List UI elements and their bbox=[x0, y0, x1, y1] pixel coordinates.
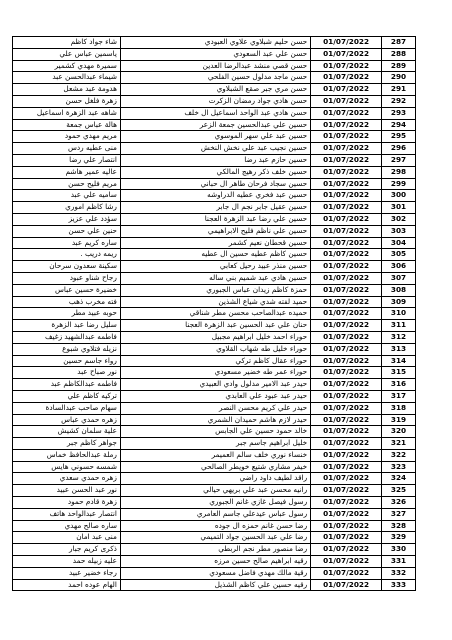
table-row bbox=[13, 60, 416, 72]
date-cell: 01/07/2022 bbox=[311, 367, 382, 379]
full-name-cell: حميد لفته شدي شياع الشذين bbox=[120, 296, 310, 308]
table-row bbox=[13, 379, 416, 391]
date-cell: 01/07/2022 bbox=[311, 249, 382, 261]
relative-name-cell: زهره حمدي سعدي bbox=[13, 473, 121, 485]
row-number-cell: 321 bbox=[382, 438, 416, 450]
full-name-cell: حنان علي عبد الحسين عبد الزهرة العجنا bbox=[120, 320, 310, 332]
relative-name-cell: عليه زبيله حمد bbox=[13, 556, 121, 568]
table-row bbox=[13, 508, 416, 520]
full-name-cell: حسين هادي عبد شميم بني ساله bbox=[120, 272, 310, 284]
table-row bbox=[13, 461, 416, 473]
table-row bbox=[13, 532, 416, 544]
table-row bbox=[13, 556, 416, 568]
table-row bbox=[13, 213, 416, 225]
table-row bbox=[13, 84, 416, 96]
row-number-cell: 314 bbox=[382, 355, 416, 367]
row-number-cell: 307 bbox=[382, 272, 416, 284]
row-number-cell: 316 bbox=[382, 379, 416, 391]
table-row bbox=[13, 320, 416, 332]
row-number-cell: 306 bbox=[382, 261, 416, 273]
row-number-cell: 297 bbox=[382, 154, 416, 166]
date-cell: 01/07/2022 bbox=[311, 166, 382, 178]
row-number-cell: 299 bbox=[382, 178, 416, 190]
row-number-cell: 312 bbox=[382, 331, 416, 343]
full-name-cell: حيدر عبد عبود علي العابدي bbox=[120, 390, 310, 402]
table-row bbox=[13, 296, 416, 308]
relative-name-cell: سليل رضا عبد الزهرة bbox=[13, 320, 121, 332]
date-cell: 01/07/2022 bbox=[311, 60, 382, 72]
relative-name-cell: شيماء عبدالحسن عبد bbox=[13, 72, 121, 84]
table-row bbox=[13, 261, 416, 273]
full-name-cell: حسين حازم عبد رضا bbox=[120, 154, 310, 166]
table-row bbox=[13, 355, 416, 367]
row-number-cell: 296 bbox=[382, 143, 416, 155]
relative-name-cell: الهام عوده احمد bbox=[13, 579, 121, 591]
full-name-cell: حسين علي رضا عبد الزهرة العجنا bbox=[120, 213, 310, 225]
date-cell: 01/07/2022 bbox=[311, 449, 382, 461]
row-number-cell: 326 bbox=[382, 497, 416, 509]
date-cell: 01/07/2022 bbox=[311, 379, 382, 391]
full-name-cell: رضا علي عبد الحسين جواد التميمي bbox=[120, 532, 310, 544]
full-name-cell: حيدر عبد الامير مدلول وادي العبيدي bbox=[120, 379, 310, 391]
relative-name-cell: هدومة عبد مشعل bbox=[13, 84, 121, 96]
table-row bbox=[13, 95, 416, 107]
relative-name-cell: سهام صاحب عبدالسادة bbox=[13, 402, 121, 414]
relative-name-cell: ساره صالح مهدي bbox=[13, 520, 121, 532]
date-cell: 01/07/2022 bbox=[311, 331, 382, 343]
table-row bbox=[13, 579, 416, 591]
date-cell: 01/07/2022 bbox=[311, 461, 382, 473]
full-name-cell: حوراء عمر طه خضير مسعودي bbox=[120, 367, 310, 379]
table-row bbox=[13, 166, 416, 178]
roster-table-body bbox=[13, 37, 416, 591]
full-name-cell: رضا منصور مطر نجم الربطي bbox=[120, 544, 310, 556]
row-number-cell: 319 bbox=[382, 414, 416, 426]
date-cell: 01/07/2022 bbox=[311, 296, 382, 308]
row-number-cell: 303 bbox=[382, 225, 416, 237]
row-number-cell: 317 bbox=[382, 390, 416, 402]
full-name-cell: حوراء خليل طه شهاب القلاوي bbox=[120, 343, 310, 355]
row-number-cell: 305 bbox=[382, 249, 416, 261]
date-cell: 01/07/2022 bbox=[311, 154, 382, 166]
row-number-cell: 328 bbox=[382, 520, 416, 532]
table-row bbox=[13, 48, 416, 60]
relative-name-cell: تركيه كاظم علي bbox=[13, 390, 121, 402]
full-name-cell: حمزة كاظم زيدان عباس الجبوري bbox=[120, 284, 310, 296]
table-row bbox=[13, 343, 416, 355]
row-number-cell: 300 bbox=[382, 190, 416, 202]
row-number-cell: 289 bbox=[382, 60, 416, 72]
full-name-cell: حسين سجاد فرحان طاهر ال حباني bbox=[120, 178, 310, 190]
date-cell: 01/07/2022 bbox=[311, 284, 382, 296]
full-name-cell: حسن مري جبر صقع الشبلاوي bbox=[120, 84, 310, 96]
row-number-cell: 325 bbox=[382, 485, 416, 497]
full-name-cell: رسول عباس عيدعلي جاسم العامري bbox=[120, 508, 310, 520]
row-number-cell: 330 bbox=[382, 544, 416, 556]
row-number-cell: 295 bbox=[382, 131, 416, 143]
relative-name-cell: ذكرى كريم جبار bbox=[13, 544, 121, 556]
relative-name-cell: حنين علي حسن bbox=[13, 225, 121, 237]
relative-name-cell: جواهر كاظم جبر bbox=[13, 438, 121, 450]
relative-name-cell: رجاح شناو عبود bbox=[13, 272, 121, 284]
table-row bbox=[13, 402, 416, 414]
date-cell: 01/07/2022 bbox=[311, 272, 382, 284]
date-cell: 01/07/2022 bbox=[311, 37, 382, 49]
relative-name-cell: فاطمه عبدالشهيد زغيف bbox=[13, 331, 121, 343]
table-row bbox=[13, 119, 416, 131]
roster-table bbox=[12, 36, 416, 591]
date-cell: 01/07/2022 bbox=[311, 95, 382, 107]
date-cell: 01/07/2022 bbox=[311, 532, 382, 544]
table-row bbox=[13, 449, 416, 461]
table-row bbox=[13, 178, 416, 190]
relative-name-cell: نور صباح عبد bbox=[13, 367, 121, 379]
date-cell: 01/07/2022 bbox=[311, 308, 382, 320]
relative-name-cell: سؤدد علي عزيز bbox=[13, 213, 121, 225]
full-name-cell: حميده عبدالصاحب محسن مطر شناقي bbox=[120, 308, 310, 320]
relative-name-cell: زهره حمدي عباس bbox=[13, 414, 121, 426]
table-row bbox=[13, 190, 416, 202]
date-cell: 01/07/2022 bbox=[311, 567, 382, 579]
date-cell: 01/07/2022 bbox=[311, 237, 382, 249]
full-name-cell: رسول فيصل غازي غانم الجبوري bbox=[120, 497, 310, 509]
date-cell: 01/07/2022 bbox=[311, 414, 382, 426]
full-name-cell: حيدر لازم هاشم حميدان الشمري bbox=[120, 414, 310, 426]
row-number-cell: 324 bbox=[382, 473, 416, 485]
full-name-cell: حيدر علي كريم محسن النصر bbox=[120, 402, 310, 414]
row-number-cell: 291 bbox=[382, 84, 416, 96]
relative-name-cell: فاطمه عبدالكاظم عبد bbox=[13, 379, 121, 391]
row-number-cell: 288 bbox=[382, 48, 416, 60]
date-cell: 01/07/2022 bbox=[311, 131, 382, 143]
table-row bbox=[13, 485, 416, 497]
date-cell: 01/07/2022 bbox=[311, 343, 382, 355]
full-name-cell: حسن حليم شبلاوي علاوي العبودي bbox=[120, 37, 310, 49]
relative-name-cell: علية سلمان كشيش bbox=[13, 426, 121, 438]
row-number-cell: 309 bbox=[382, 296, 416, 308]
relative-name-cell: ياسمين عباس علي bbox=[13, 48, 121, 60]
full-name-cell: حسين كاظم عطيه حسين ال عطيه bbox=[120, 249, 310, 261]
table-row bbox=[13, 225, 416, 237]
full-name-cell: رضا حسن غانم حمزه ال جوده bbox=[120, 520, 310, 532]
row-number-cell: 313 bbox=[382, 343, 416, 355]
table-row bbox=[13, 473, 416, 485]
table-row bbox=[13, 414, 416, 426]
relative-name-cell: زهرة قادم حمود bbox=[13, 497, 121, 509]
row-number-cell: 310 bbox=[382, 308, 416, 320]
table-row bbox=[13, 544, 416, 556]
row-number-cell: 287 bbox=[382, 37, 416, 49]
full-name-cell: حسين قحطان نعيم كشمر bbox=[120, 237, 310, 249]
date-cell: 01/07/2022 bbox=[311, 579, 382, 591]
relative-name-cell: ساميه علي عبد bbox=[13, 190, 121, 202]
date-cell: 01/07/2022 bbox=[311, 225, 382, 237]
relative-name-cell: شاء جواد كاظم bbox=[13, 37, 121, 49]
date-cell: 01/07/2022 bbox=[311, 426, 382, 438]
table-row bbox=[13, 72, 416, 84]
relative-name-cell: هالة عباس جمعة bbox=[13, 119, 121, 131]
row-number-cell: 323 bbox=[382, 461, 416, 473]
full-name-cell: حسن ماجد مدلول حسين الفلحي bbox=[120, 72, 310, 84]
relative-name-cell: فته مخرب ذهب bbox=[13, 296, 121, 308]
relative-name-cell: منى عبد امان bbox=[13, 532, 121, 544]
row-number-cell: 293 bbox=[382, 107, 416, 119]
relative-name-cell: انتصار عبدالواحد هاتف bbox=[13, 508, 121, 520]
full-name-cell: حسين عقيل جابر نجم ال جابر bbox=[120, 202, 310, 214]
full-name-cell: خالد حمود حسين علي الجابس bbox=[120, 426, 310, 438]
full-name-cell: خليل ابراهيم جاسم جبر bbox=[120, 438, 310, 450]
date-cell: 01/07/2022 bbox=[311, 473, 382, 485]
row-number-cell: 301 bbox=[382, 202, 416, 214]
table-row bbox=[13, 202, 416, 214]
relative-name-cell: سميرة مهدي كشمير bbox=[13, 60, 121, 72]
table-row bbox=[13, 249, 416, 261]
relative-name-cell: خضيرة حسين عباس bbox=[13, 284, 121, 296]
row-number-cell: 292 bbox=[382, 95, 416, 107]
row-number-cell: 304 bbox=[382, 237, 416, 249]
table-row bbox=[13, 143, 416, 155]
full-name-cell: حسن قصي منشد عبدالرضا العدين bbox=[120, 60, 310, 72]
row-number-cell: 332 bbox=[382, 567, 416, 579]
date-cell: 01/07/2022 bbox=[311, 485, 382, 497]
date-cell: 01/07/2022 bbox=[311, 178, 382, 190]
row-number-cell: 315 bbox=[382, 367, 416, 379]
full-name-cell: راقد لطيف داود راضي bbox=[120, 473, 310, 485]
table-row bbox=[13, 390, 416, 402]
date-cell: 01/07/2022 bbox=[311, 438, 382, 450]
table-row bbox=[13, 37, 416, 49]
relative-name-cell: زهرة فلغل حسن bbox=[13, 95, 121, 107]
table-row bbox=[13, 567, 416, 579]
row-number-cell: 333 bbox=[382, 579, 416, 591]
table-row bbox=[13, 154, 416, 166]
relative-name-cell: سكينة سعدون سرحان bbox=[13, 261, 121, 273]
date-cell: 01/07/2022 bbox=[311, 556, 382, 568]
row-number-cell: 318 bbox=[382, 402, 416, 414]
date-cell: 01/07/2022 bbox=[311, 72, 382, 84]
full-name-cell: حسين علي ناظم فليح الابراهيمي bbox=[120, 225, 310, 237]
date-cell: 01/07/2022 bbox=[311, 48, 382, 60]
date-cell: 01/07/2022 bbox=[311, 84, 382, 96]
relative-name-cell: منى عطيه ردس bbox=[13, 143, 121, 155]
relative-name-cell: شاهه عبد الزهرة اسماعيل bbox=[13, 107, 121, 119]
full-name-cell: رانيه محسن عبد علي بريهي حيالي bbox=[120, 485, 310, 497]
full-name-cell: حسن هادي عبد الواحد اسماعيل ال خلف bbox=[120, 107, 310, 119]
table-row bbox=[13, 237, 416, 249]
full-name-cell: حوراء عقال كاظم تركي bbox=[120, 355, 310, 367]
table-row bbox=[13, 308, 416, 320]
full-name-cell: خيفر مشاري شتيع خويطر الصالحي bbox=[120, 461, 310, 473]
full-name-cell: حسين علي عبدالحسين جمعة الزعر bbox=[120, 119, 310, 131]
relative-name-cell: رشا كاظم اموري bbox=[13, 202, 121, 214]
relative-name-cell: ساره كريم عبد bbox=[13, 237, 121, 249]
date-cell: 01/07/2022 bbox=[311, 497, 382, 509]
table-row bbox=[13, 367, 416, 379]
date-cell: 01/07/2022 bbox=[311, 320, 382, 332]
relative-name-cell: شمسه حسوني هايس bbox=[13, 461, 121, 473]
relative-name-cell: مريم فليح حسن bbox=[13, 178, 121, 190]
row-number-cell: 331 bbox=[382, 556, 416, 568]
row-number-cell: 308 bbox=[382, 284, 416, 296]
relative-name-cell: رواء جاسم حسين bbox=[13, 355, 121, 367]
date-cell: 01/07/2022 bbox=[311, 544, 382, 556]
table-row bbox=[13, 107, 416, 119]
relative-name-cell: رجاء خضير عبيد bbox=[13, 567, 121, 579]
row-number-cell: 311 bbox=[382, 320, 416, 332]
table-row bbox=[13, 438, 416, 450]
date-cell: 01/07/2022 bbox=[311, 190, 382, 202]
row-number-cell: 322 bbox=[382, 449, 416, 461]
full-name-cell: حسن علي عبد السعودي bbox=[120, 48, 310, 60]
table-row bbox=[13, 284, 416, 296]
relative-name-cell: مريم مهدي حمود bbox=[13, 131, 121, 143]
date-cell: 01/07/2022 bbox=[311, 520, 382, 532]
date-cell: 01/07/2022 bbox=[311, 202, 382, 214]
full-name-cell: حوراء احمد خليل ابراهيم مجبيل bbox=[120, 331, 310, 343]
date-cell: 01/07/2022 bbox=[311, 143, 382, 155]
full-name-cell: رقية مالك مهدي فاضل مسعودي bbox=[120, 567, 310, 579]
full-name-cell: حسين نجيب عبد علي نخش النخش bbox=[120, 143, 310, 155]
date-cell: 01/07/2022 bbox=[311, 355, 382, 367]
row-number-cell: 327 bbox=[382, 508, 416, 520]
table-row bbox=[13, 520, 416, 532]
row-number-cell: 290 bbox=[382, 72, 416, 84]
relative-name-cell: رملة عبدالحافظ خماس bbox=[13, 449, 121, 461]
table-row bbox=[13, 497, 416, 509]
date-cell: 01/07/2022 bbox=[311, 508, 382, 520]
full-name-cell: حسين منذر عبيد رحيل كعابي bbox=[120, 261, 310, 273]
date-cell: 01/07/2022 bbox=[311, 390, 382, 402]
relative-name-cell: نزيله فتلاوي شبوع bbox=[13, 343, 121, 355]
row-number-cell: 329 bbox=[382, 532, 416, 544]
date-cell: 01/07/2022 bbox=[311, 402, 382, 414]
table-row bbox=[13, 272, 416, 284]
full-name-cell: رقيه حسين علي كاظم الشذيل bbox=[120, 579, 310, 591]
relative-name-cell: عاليه عمير هاشم bbox=[13, 166, 121, 178]
row-number-cell: 298 bbox=[382, 166, 416, 178]
relative-name-cell: نور عبد الحسن عبيد bbox=[13, 485, 121, 497]
full-name-cell: حسين عبد علي سهر الموسوي bbox=[120, 131, 310, 143]
row-number-cell: 320 bbox=[382, 426, 416, 438]
table-row bbox=[13, 426, 416, 438]
date-cell: 01/07/2022 bbox=[311, 213, 382, 225]
full-name-cell: رقيه ابراهيم صالح حسين مرزه bbox=[120, 556, 310, 568]
row-number-cell: 294 bbox=[382, 119, 416, 131]
date-cell: 01/07/2022 bbox=[311, 107, 382, 119]
relative-name-cell: ريمه دريب . bbox=[13, 249, 121, 261]
relative-name-cell: انتصار علي رضا bbox=[13, 154, 121, 166]
table-row bbox=[13, 331, 416, 343]
full-name-cell: حسين خلف ذكر رهيج المالكي bbox=[120, 166, 310, 178]
full-name-cell: خنساء نوري خلف سالم العميمر bbox=[120, 449, 310, 461]
date-cell: 01/07/2022 bbox=[311, 261, 382, 273]
date-cell: 01/07/2022 bbox=[311, 119, 382, 131]
table-row bbox=[13, 131, 416, 143]
full-name-cell: حسن هادي جواد رمضان الزكرت bbox=[120, 95, 310, 107]
relative-name-cell: حوبه عبيد مطر bbox=[13, 308, 121, 320]
full-name-cell: حسين عبد فخري عطيه الدراوشه bbox=[120, 190, 310, 202]
row-number-cell: 302 bbox=[382, 213, 416, 225]
